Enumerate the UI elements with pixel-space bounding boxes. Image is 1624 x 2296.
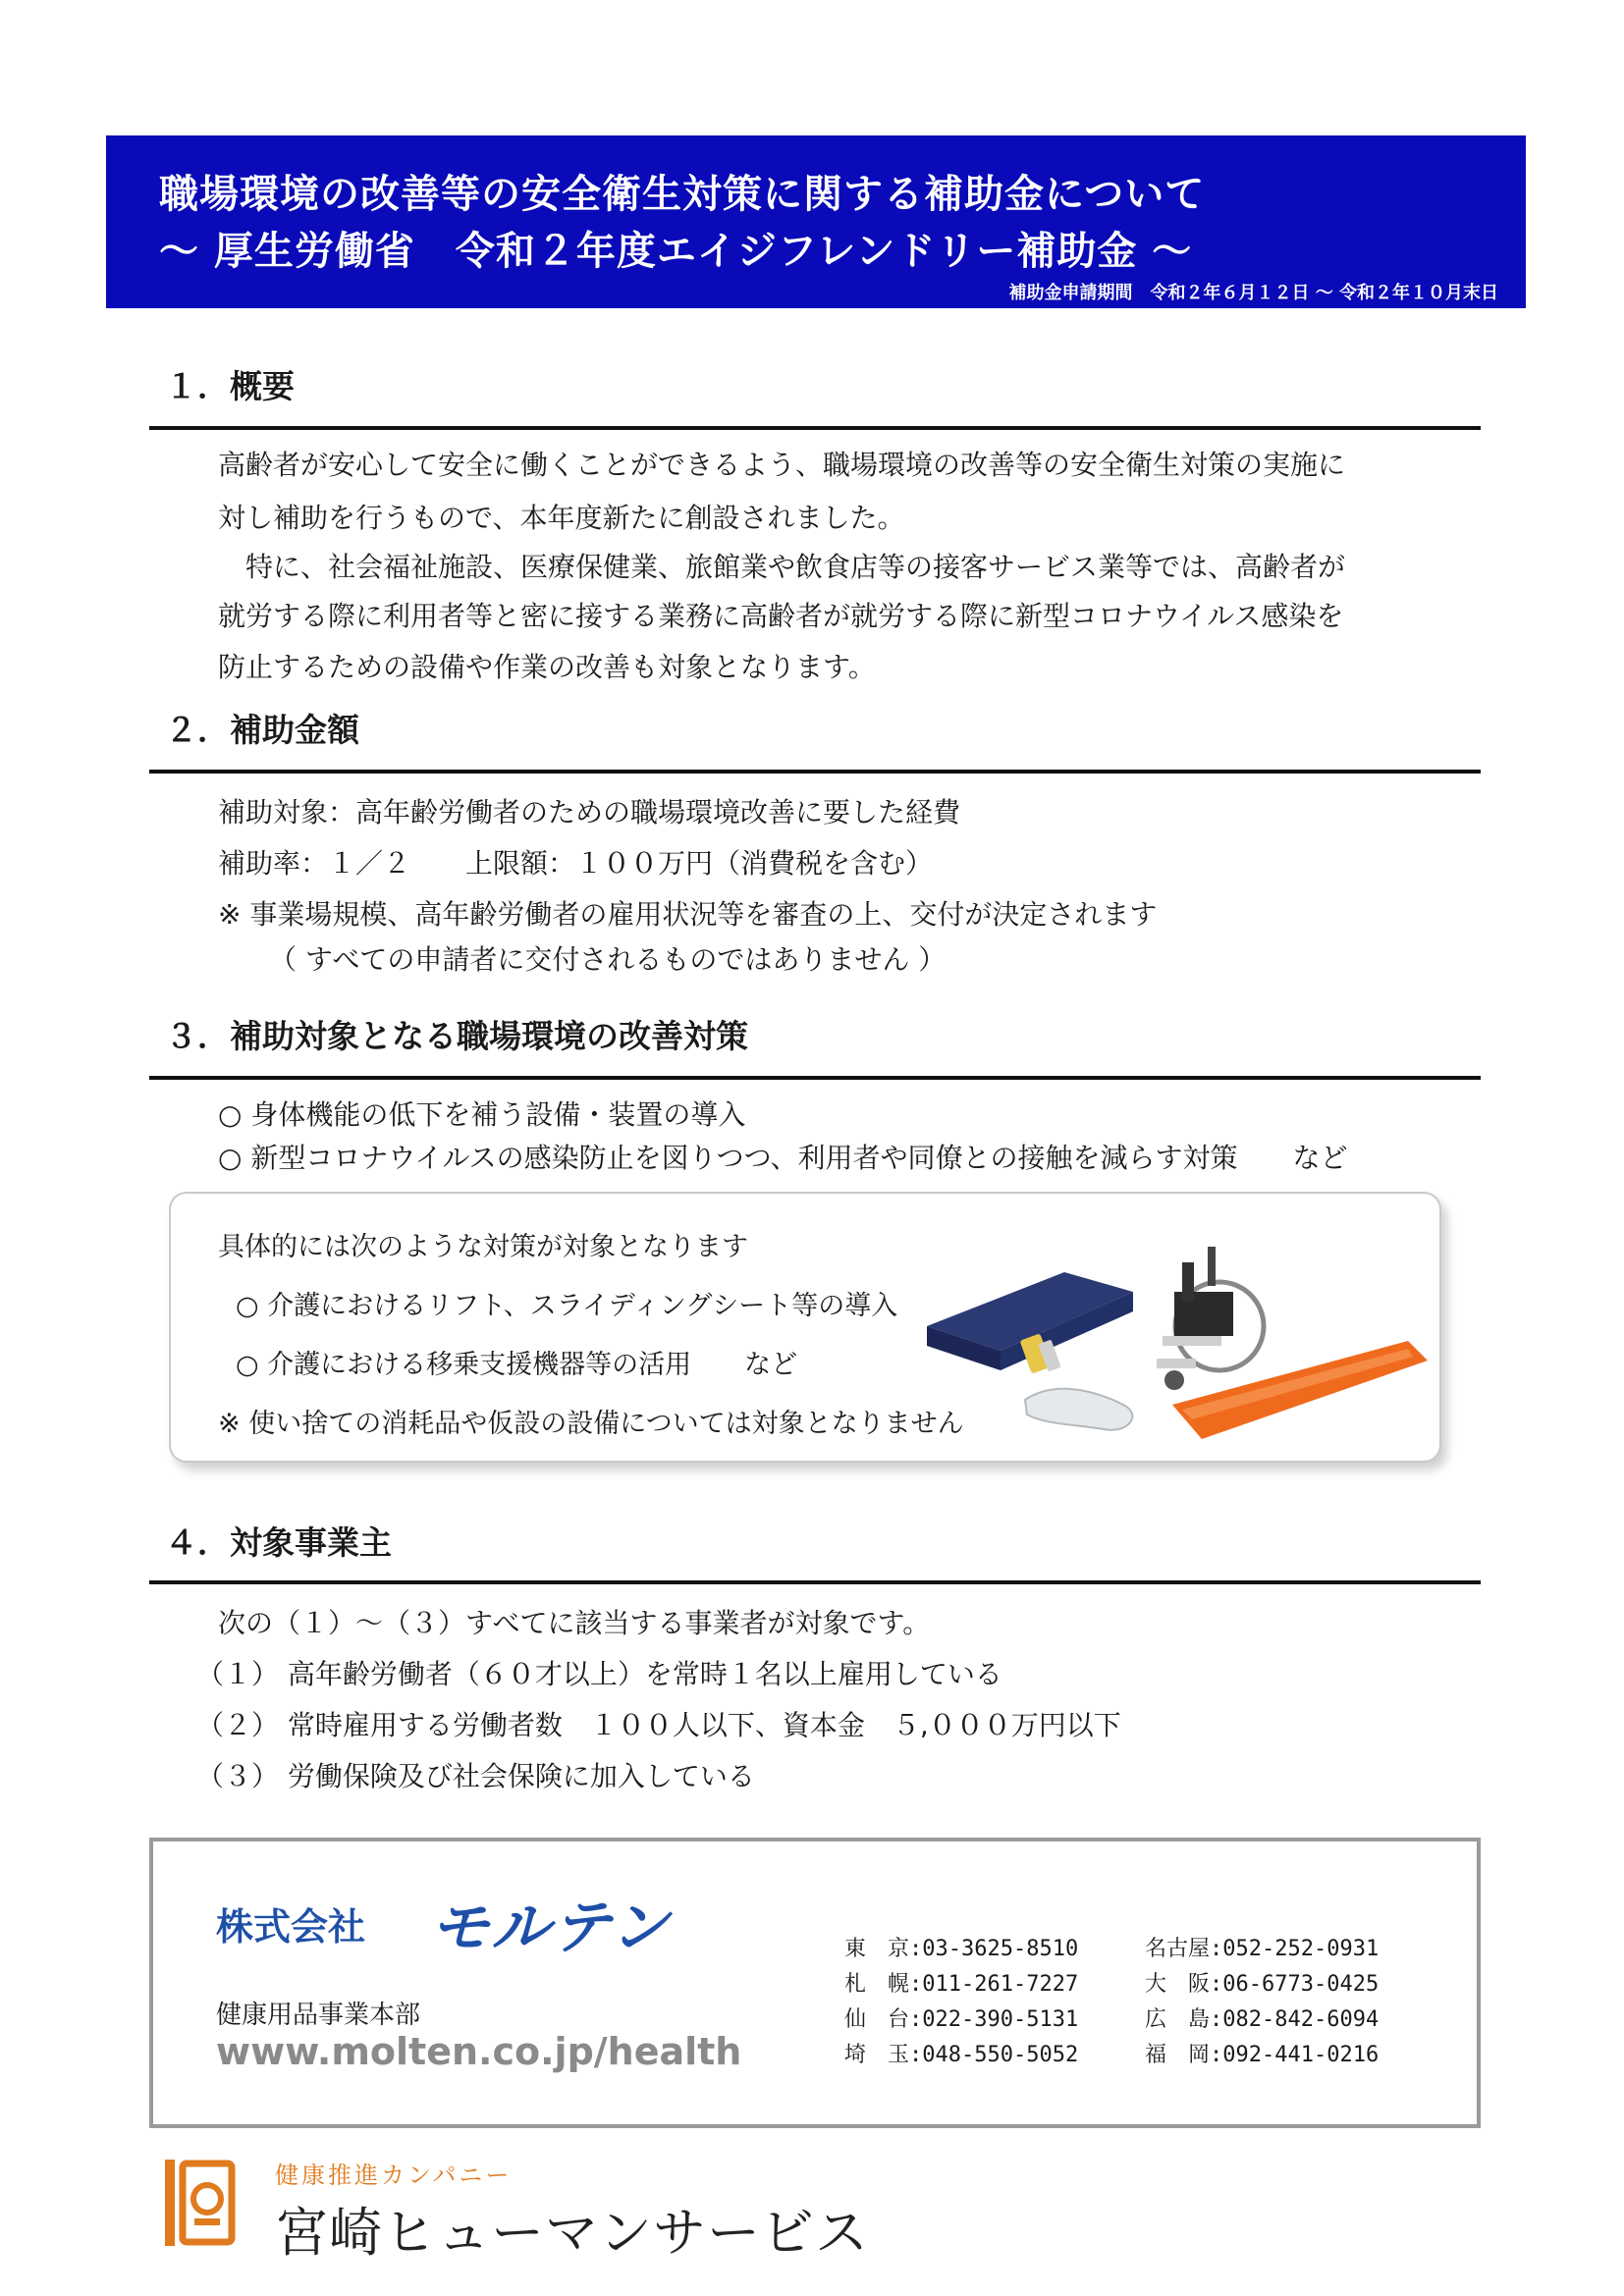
phone-number: 名古屋:052-252-0931 bbox=[1145, 1937, 1380, 1961]
phone-list bbox=[844, 1932, 1445, 2073]
sliding-sheet-image bbox=[1172, 1341, 1428, 1439]
eligibility-item: （１） 高年齢労働者（６０才以上）を常時１名以上雇用している bbox=[196, 1658, 1002, 1690]
section-heading-amount: ２．補助金額 bbox=[165, 711, 359, 749]
phone-number: 広 島:082-842-6094 bbox=[1145, 2007, 1380, 2032]
amount-note: （ すべての申請者に交付されるものではありません ） bbox=[269, 943, 947, 976]
phone-row bbox=[844, 2002, 1445, 2038]
phone-number: 仙 台:022-390-5131 bbox=[844, 2007, 1079, 2032]
footer-logo-icon bbox=[165, 2160, 236, 2246]
amount-line: 補助率：１／２ 上限額：１００万円（消費税を含む） bbox=[218, 847, 934, 880]
amount-line: 補助対象：高年齢労働者のための職場環境改善に要した経費 bbox=[218, 796, 961, 828]
section-heading-overview: １．概要 bbox=[165, 367, 295, 405]
section-divider bbox=[149, 1580, 1481, 1584]
eligibility-intro: 次の（１）～（３）すべてに該当する事業者が対象です。 bbox=[218, 1607, 931, 1639]
product-illustration bbox=[917, 1233, 1428, 1449]
section-heading-eligibility: ４．対象事業主 bbox=[165, 1523, 392, 1562]
overview-line: 対し補助を行うもので、本年度新たに創設されました。 bbox=[218, 502, 905, 534]
phone-number: 大 阪:06-6773-0425 bbox=[1145, 1972, 1380, 1997]
section-divider bbox=[149, 770, 1481, 774]
company-logo: モルテン bbox=[430, 1894, 671, 1962]
phone-number: 東 京:03-3625-8510 bbox=[844, 1937, 1079, 1961]
contact-box bbox=[149, 1838, 1481, 2128]
website-link[interactable]: www.molten.co.jp/health bbox=[216, 2030, 742, 2073]
page-title: 職場環境の改善等の安全衛生対策に関する補助金について bbox=[159, 172, 1206, 217]
example-item: ○ 介護におけるリフト、スライディングシート等の導入 bbox=[236, 1291, 898, 1321]
phone-number: 札 幌:011-261-7227 bbox=[844, 1972, 1079, 1997]
phone-number: 埼 玉:048-550-5052 bbox=[844, 2043, 1079, 2067]
application-period: 補助金申請期間 令和２年６月１２日 ～ 令和２年１０月末日 bbox=[1008, 283, 1498, 303]
example-note: ※ 使い捨ての消耗品や仮設の設備については対象となりません bbox=[218, 1409, 964, 1439]
measure-line: ○ 新型コロナウイルスの感染防止を図りつつ、利用者や同僚との接触を減らす対策 など bbox=[218, 1142, 1348, 1174]
company-prefix: 株式会社 bbox=[216, 1905, 366, 1949]
transfer-board-image bbox=[1025, 1389, 1132, 1430]
phone-row bbox=[844, 2038, 1445, 2073]
footer-company-name: 宮崎ヒューマンサービス bbox=[275, 2202, 869, 2264]
wheelchair-image bbox=[1157, 1247, 1264, 1390]
header-band bbox=[106, 135, 1526, 308]
example-intro: 具体的には次のような対策が対象となります bbox=[218, 1232, 748, 1262]
phone-row bbox=[844, 1967, 1445, 2002]
eligibility-item: （３） 労働保険及び社会保険に加入している bbox=[196, 1760, 755, 1792]
overview-line: 防止するための設備や作業の改善も対象となります。 bbox=[218, 651, 876, 683]
amount-note: ※ 事業場規模、高年齢労働者の雇用状況等を審査の上、交付が決定されます bbox=[218, 898, 1158, 931]
example-item: ○ 介護における移乗支援機器等の活用 など bbox=[236, 1350, 798, 1380]
section-divider bbox=[149, 426, 1481, 430]
example-box bbox=[169, 1192, 1441, 1463]
section-divider bbox=[149, 1076, 1481, 1080]
overview-line: 就労する際に利用者等と密に接する業務に高齢者が就労する際に新型コロナウイルス感染を bbox=[218, 600, 1344, 632]
footer-tagline: 健康推進カンパニー bbox=[275, 2162, 513, 2189]
overview-line: 高齢者が安心して安全に働くことができるよう、職場環境の改善等の安全衛生対策の実施に bbox=[218, 449, 1346, 481]
phone-row bbox=[844, 1932, 1445, 1967]
mattress-image bbox=[927, 1272, 1133, 1374]
measure-line: ○ 身体機能の低下を補う設備・装置の導入 bbox=[218, 1098, 746, 1131]
section-heading-measures: ３．補助対象となる職場環境の改善対策 bbox=[165, 1017, 748, 1055]
page-subtitle: ～ 厚生労働省 令和２年度エイジフレンドリー補助金 ～ bbox=[159, 229, 1193, 274]
division-name: 健康用品事業本部 bbox=[216, 2001, 421, 2030]
phone-number: 福 岡:092-441-0216 bbox=[1145, 2043, 1380, 2067]
eligibility-item: （２） 常時雇用する労働者数 １００人以下、資本金 ５,０００万円以下 bbox=[196, 1709, 1121, 1741]
overview-line: 特に、社会福祉施設、医療保健業、旅館業や飲食店等の接客サービス業等では、高齢者が bbox=[218, 551, 1346, 583]
